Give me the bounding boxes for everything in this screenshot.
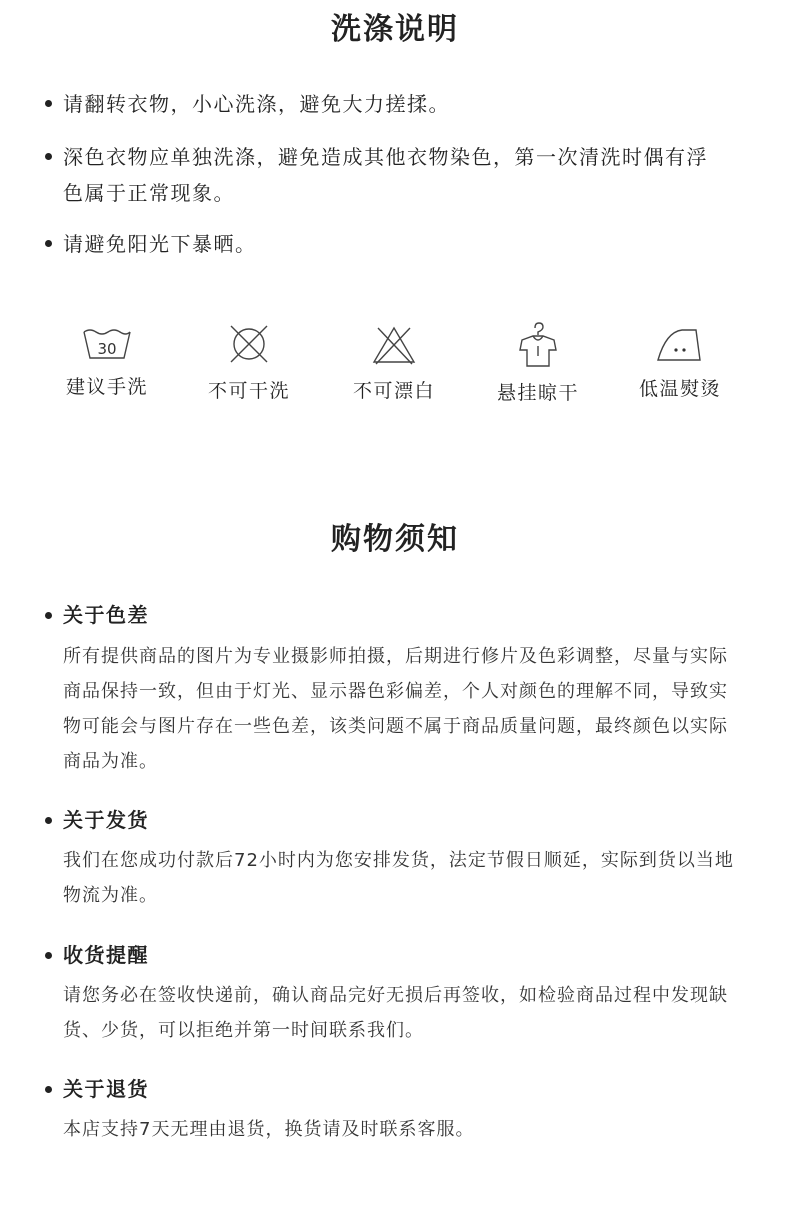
hand-wash-30-icon: [81, 322, 133, 362]
hang-dry-icon: [514, 322, 562, 368]
wash-temp-text: 30: [97, 340, 117, 358]
wash-item-2: 深色衣物应单独洗涤，避免造成其他衣物染色，第一次清洗时偶有浮色属于正常现象。: [63, 145, 708, 205]
care-icon-low-iron: [610, 322, 750, 401]
wash-item-1: 请翻转衣物，小心洗涤，避免大力搓揉。: [63, 92, 450, 116]
care-icons-row: [0, 322, 790, 422]
no-dry-clean-icon: [227, 322, 271, 366]
notice-body-receipt: 请您务必在签收快递前，确认商品完好无损后再签收，如检验商品过程中发现缺货、少货，可以拒绝并第一时间联系我们。: [63, 985, 728, 1041]
notice-heading-color: 关于色差: [63, 603, 149, 627]
care-icon-no-dry-clean: [179, 322, 319, 403]
icon-label: 低温熨烫: [638, 378, 721, 400]
bullet-dot: [45, 153, 52, 160]
bullet-dot: [45, 100, 52, 107]
notice-heading-shipping: 关于发货: [63, 808, 149, 832]
care-icon-hang-dry: [468, 322, 608, 405]
notice-heading-returns: 关于退货: [63, 1077, 149, 1101]
care-icon-hand-wash: [37, 322, 177, 399]
low-iron-icon: [654, 322, 706, 364]
bullet-dot: [45, 240, 52, 247]
bullet-dot: [45, 612, 52, 619]
icon-label: 不可漂白: [352, 380, 435, 402]
shopping-section-title: 购物须知: [331, 522, 459, 557]
notice-body-color: 所有提供商品的图片为专业摄影师拍摄，后期进行修片及色彩调整，尽量与实际商品保持一致，但由于灯光、显示器色彩偏差，个人对颜色的理解不同，导致实物可能会与图片存在一些色差，该类问题不属于商品质量问题，最终颜色以实际商品为准。: [63, 646, 728, 772]
icon-label: 不可干洗: [207, 380, 290, 402]
icon-label: 建议手洗: [65, 376, 148, 398]
notice-body-shipping: 我们在您成功付款后72小时内为您安排发货，法定节假日顺延，实际到货以当地物流为准。: [63, 850, 734, 906]
bullet-dot: [45, 817, 52, 824]
wash-section-title: 洗涤说明: [331, 12, 459, 47]
icon-label: 悬挂晾干: [496, 382, 579, 404]
wash-item-3: 请避免阳光下暴晒。: [63, 232, 257, 256]
bullet-dot: [45, 1086, 52, 1093]
care-icon-no-bleach: [324, 322, 464, 403]
bullet-dot: [45, 952, 52, 959]
notice-body-returns: 本店支持7天无理由退货，换货请及时联系客服。: [63, 1119, 475, 1140]
no-bleach-icon: [370, 322, 418, 366]
notice-heading-receipt: 收货提醒: [63, 943, 149, 967]
